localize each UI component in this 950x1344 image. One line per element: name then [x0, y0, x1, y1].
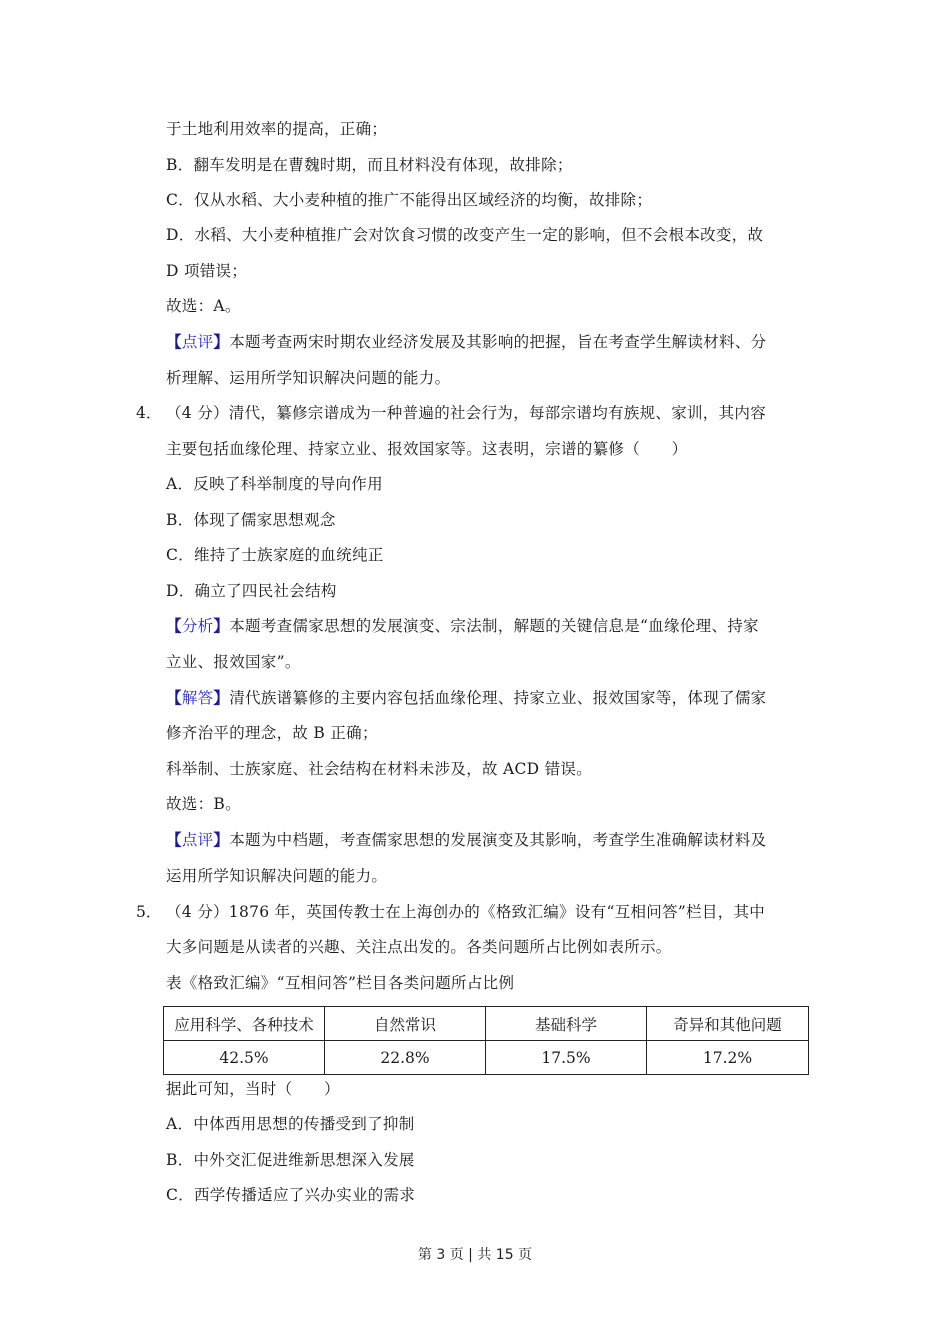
- table-header-cell: 奇异和其他问题: [647, 1007, 809, 1041]
- q3-comment-cont: 析理解、运用所学知识解决问题的能力。: [166, 369, 451, 387]
- q5-table-caption: 表《格致汇编》“互相问答”栏目各类问题所占比例: [166, 974, 515, 992]
- q4-answer: 故选：B。: [166, 795, 241, 813]
- analysis-tag: 【分析】: [166, 616, 230, 635]
- q3-option-d-explanation-cont: D 项错误；: [166, 262, 248, 280]
- table-cell: 22.8%: [325, 1041, 486, 1075]
- q4-option-d: D．确立了四民社会结构: [166, 582, 337, 600]
- q4-option-b: B．体现了儒家思想观念: [166, 511, 336, 529]
- q4-analysis: 【分析】本题考查儒家思想的发展演变、宗法制，解题的关键信息是“血缘伦理、持家: [166, 616, 759, 635]
- question-ratio-table: [163, 1006, 809, 1075]
- q4-solution-cont: 修齐治平的理念，故 B 正确；: [166, 724, 378, 742]
- q4-number: 4．: [136, 404, 162, 422]
- q3-answer: 故选：A。: [166, 297, 241, 315]
- q5-stem-cont: 大多问题是从读者的兴趣、关注点出发的。各类问题所占比例如表所示。: [166, 938, 672, 956]
- q5-option-b: B．中外交汇促进维新思想深入发展: [166, 1151, 415, 1169]
- q4-stem-cont: 主要包括血缘伦理、持家立业、报效国家等。这表明，宗谱的纂修（ ）: [166, 440, 688, 458]
- table-header-cell: 应用科学、各种技术: [164, 1007, 325, 1041]
- comment-tag: 【点评】: [166, 332, 230, 351]
- solution-tag: 【解答】: [166, 688, 230, 707]
- comment-tag: 【点评】: [166, 830, 230, 849]
- q3-option-c-explanation: C．仅从水稻、大小麦种植的推广不能得出区域经济的均衡，故排除；: [166, 191, 653, 209]
- q5-number: 5．: [136, 903, 162, 921]
- q4-solution-cont2: 科举制、士族家庭、社会结构在材料未涉及，故 ACD 错误。: [166, 760, 593, 778]
- q4-solution: 【解答】清代族谱纂修的主要内容包括血缘伦理、持家立业、报效国家等，体现了儒家: [166, 688, 767, 707]
- q4-analysis-cont: 立业、报效国家”。: [166, 653, 301, 671]
- table-cell: 42.5%: [164, 1041, 325, 1075]
- q4-comment-cont: 运用所学知识解决问题的能力。: [166, 867, 388, 885]
- q4-option-a: A．反映了科举制度的导向作用: [166, 475, 383, 493]
- q3-option-d-explanation: D．水稻、大小麦种植推广会对饮食习惯的改变产生一定的影响，但不会根本改变，故: [166, 226, 764, 244]
- table-header-cell: 基础科学: [486, 1007, 647, 1041]
- table-cell: 17.2%: [647, 1041, 809, 1075]
- table-header-cell: 自然常识: [325, 1007, 486, 1041]
- q3-option-b-explanation: B．翻车发明是在曹魏时期，而且材料没有体现，故排除；: [166, 156, 573, 174]
- table-header-row: [164, 1007, 809, 1041]
- table-cell: 17.5%: [486, 1041, 647, 1075]
- table-row: [164, 1041, 809, 1075]
- q3-text-line: 于土地利用效率的提高，正确；: [166, 120, 388, 138]
- q5-question: 据此可知，当时（ ）: [166, 1080, 340, 1098]
- q4-option-c: C．维持了士族家庭的血统纯正: [166, 546, 384, 564]
- q5-option-a: A．中体西用思想的传播受到了抑制: [166, 1115, 415, 1133]
- q4-comment: 【点评】本题为中档题，考查儒家思想的发展演变及其影响，考查学生准确解读材料及: [166, 830, 767, 849]
- q5-option-c: C．西学传播适应了兴办实业的需求: [166, 1186, 416, 1204]
- q4-stem: （4 分）清代，纂修宗谱成为一种普遍的社会行为，每部宗谱均有族规、家训，其内容: [166, 404, 766, 422]
- q3-comment: 【点评】本题考查两宋时期农业经济发展及其影响的把握，旨在考查学生解读材料、分: [166, 332, 767, 351]
- page-footer: 第 3 页 | 共 15 页: [417, 1247, 533, 1263]
- q5-stem: （4 分）1876 年，英国传教士在上海创办的《格致汇编》设有“互相问答”栏目，其中: [166, 903, 766, 921]
